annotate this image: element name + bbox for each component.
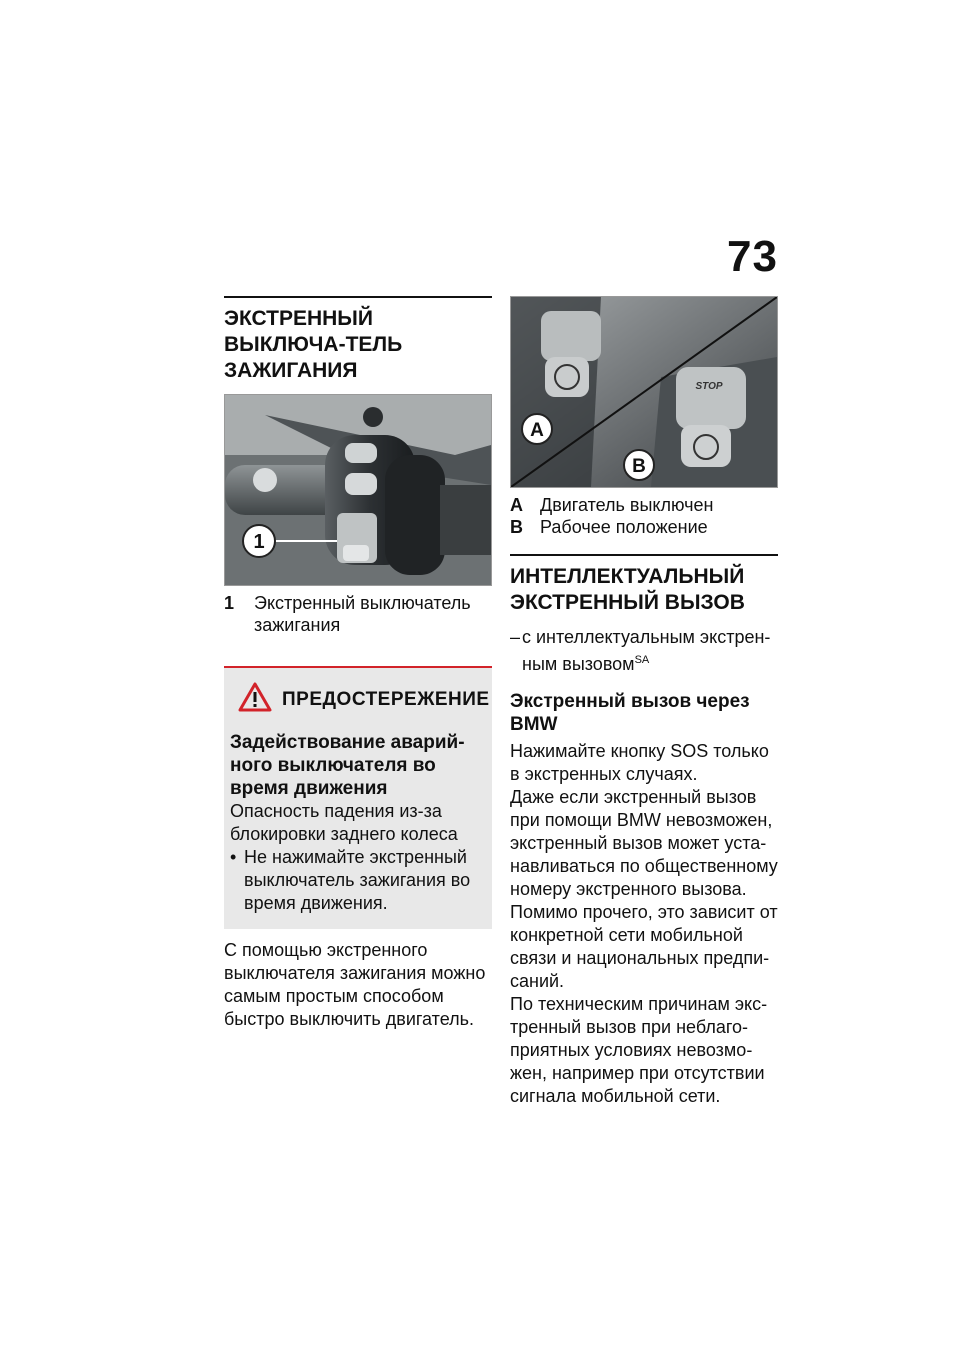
legend-item-1: [224, 592, 492, 636]
section-rule: [510, 554, 778, 556]
warning-bullet-text: Не нажимайте экстренный выключатель зажигания во время движения.: [244, 847, 471, 913]
switch-positions-photo: [510, 296, 778, 488]
paragraph-technical-reasons: По техническим причинам экс-тренный вызов при неблаго-приятных условиях невозмо-жен, например при отсутствии сигнала мобильной сети.: [510, 994, 768, 1106]
legend-key: B: [510, 517, 523, 537]
legend-key: 1: [224, 593, 235, 613]
section-rule: [224, 296, 492, 298]
legend-item-b: [510, 516, 778, 538]
dash-icon: –: [510, 627, 521, 647]
warning-text: Опасность падения из-за блокировки заднего колеса: [230, 801, 458, 844]
emergency-switch-photo: [224, 394, 492, 586]
left-column: [224, 296, 492, 1031]
warning-box: [224, 666, 492, 929]
section-title-smart-emergency-call: ИНТЕЛЛЕКТУАЛЬНЫЙ ЭКСТРЕННЫЙ ВЫЗОВ: [510, 565, 745, 614]
legend-key: A: [510, 495, 523, 515]
right-column: [510, 296, 778, 1108]
paragraph-public-number: Даже если экстренный вызов при помощи BMW невозможен, экстренный вызов может уста-навливаться по общественному номеру экстренного вызова. Помимо прочего, это зависит от конкретной сети мобильной связи и национальных предпи-саний.: [510, 787, 778, 991]
paragraph-sos: Нажимайте кнопку SOS только в экстренных случаях.: [510, 741, 769, 784]
equipment-note: [510, 626, 778, 676]
figure-label-a: A: [530, 420, 544, 441]
legend-text: Экстренный выключатель зажигания: [254, 593, 471, 635]
warning-subtitle: Задействование аварий-ного выключателя во время движения: [230, 732, 465, 799]
warning-triangle-icon: [238, 682, 272, 717]
equipment-note-text: с интеллектуальным экстрен-ным вызовом: [522, 627, 771, 674]
bullet-icon: •: [230, 847, 237, 867]
emergency-switch-paragraph: С помощью экстренного выключателя зажигания можно самым простым способом быстро выключить двигатель.: [224, 940, 486, 1029]
special-equipment-mark: SA: [634, 654, 650, 666]
legend-text: Двигатель выключен: [540, 495, 714, 515]
subsection-title-bmw-call: Экстренный вызов через BMW: [510, 691, 750, 735]
section-title-emergency-switch: ЭКСТРЕННЫЙ ВЫКЛЮЧА-ТЕЛЬ ЗАЖИГАНИЯ: [224, 307, 403, 382]
warning-bullet: [230, 846, 486, 915]
page-number: 73: [727, 232, 778, 281]
legend-text: Рабочее положение: [540, 517, 708, 537]
warning-title: ПРЕДОСТЕРЕЖЕНИЕ: [282, 688, 490, 710]
legend-item-a: [510, 494, 778, 516]
stop-label: STOP: [695, 381, 723, 392]
figure-callout-1: 1: [253, 531, 265, 553]
figure-label-b: B: [632, 456, 646, 477]
